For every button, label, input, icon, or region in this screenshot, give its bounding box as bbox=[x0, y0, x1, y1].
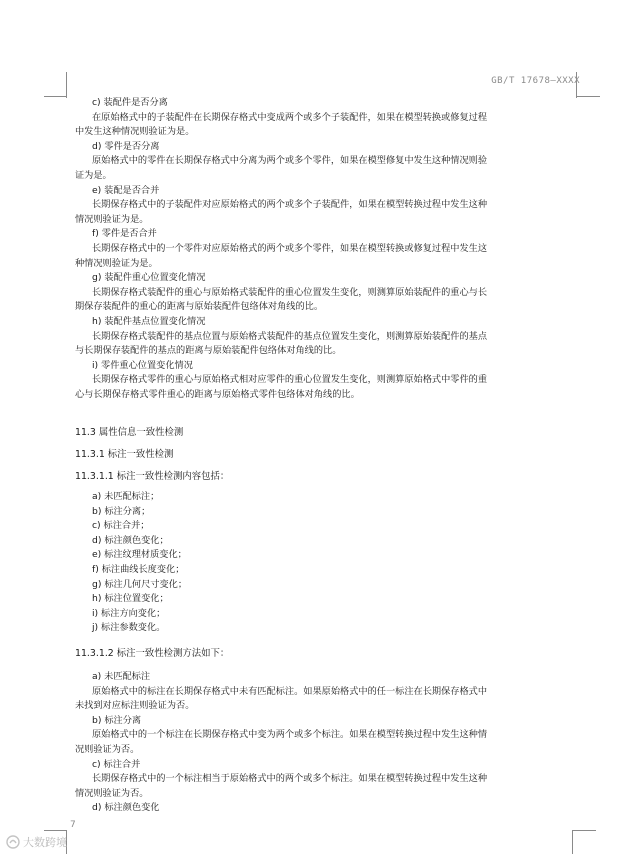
body-text-line: 原始格式中的零件在长期保存格式中分离为两个或多个零件，如果在模型修复中发生这种情况则验 bbox=[92, 155, 488, 167]
body-text-line: 种情况则验证为是。 bbox=[75, 257, 158, 269]
body-text-line: h) 装配件基点位置变化情况 bbox=[92, 316, 206, 327]
body-text-line: 长期保存格式中的一个零件对应原始格式的两个或多个零件，如果在模型转换或修复过程中发生这 bbox=[92, 243, 488, 254]
body-text-line: g) 装配件重心位置变化情况 bbox=[92, 272, 206, 284]
method-text-line: c) 标注合并 bbox=[92, 758, 141, 770]
section-heading-11-3-1: 11.3.1 标注一致性检测 bbox=[75, 449, 174, 460]
body-text-line: 心与长期保存格式零件重心的距离与原始格式零件包络体对角线的比。 bbox=[75, 389, 360, 400]
watermark-logo-icon bbox=[6, 835, 20, 849]
crop-mark-top-right-h bbox=[576, 96, 600, 97]
method-text-line: 长期保存格式中的一个标注相当于原始格式中的两个或多个标注。如果在模型转换过程中发生这种 bbox=[92, 773, 488, 785]
list-item: g) 标注几何尺寸变化； bbox=[92, 578, 188, 590]
list-item: d) 标注颜色变化； bbox=[92, 534, 169, 546]
method-text-line: 情况则验证为否。 bbox=[75, 787, 149, 799]
method-text-line: d) 标注颜色变化 bbox=[92, 802, 160, 814]
crop-mark-top-left-h bbox=[44, 96, 67, 97]
body-text-line: 长期保存格式零件的重心与原始格式相对应零件的重心位置发生变化，则测算原始格式中零件的重 bbox=[92, 374, 488, 386]
crop-mark-bottom-right-h bbox=[572, 830, 596, 831]
body-text-line: 与长期保存装配件的基点的距离与原始装配件包络体对角线的比。 bbox=[75, 345, 342, 357]
body-text-line: d) 零件是否分离 bbox=[92, 140, 160, 152]
method-text-line: b) 标注分离 bbox=[92, 714, 142, 726]
body-text-line: c) 装配件是否分离 bbox=[92, 97, 168, 108]
list-item: a) 未匹配标注； bbox=[92, 491, 160, 502]
body-text-line: 中发生这种情况则验证为是。 bbox=[75, 126, 195, 138]
list-item: e) 标注纹理材质变化； bbox=[92, 549, 187, 561]
section-heading-11-3: 11.3 属性信息一致性检测 bbox=[75, 427, 184, 438]
method-text-line: 原始格式中的一个标注在长期保存格式中变为两个或多个标注。如果在模型转换过程中发生这种情 bbox=[92, 729, 488, 741]
method-text-line: 况则验证为否。 bbox=[75, 744, 140, 755]
body-text-line: i) 零件重心位置变化情况 bbox=[92, 359, 193, 371]
list-item: f) 标注曲线长度变化； bbox=[92, 564, 185, 575]
watermark bbox=[6, 834, 67, 850]
method-text-line: 未找到对应标注则验证为否。 bbox=[75, 700, 195, 712]
body-text-line: 证为是。 bbox=[75, 170, 112, 181]
body-text-line: 长期保存格式中的子装配件对应原始格式的两个或多个子装配件，如果在模型转换过程中发生这种 bbox=[92, 199, 488, 211]
crop-mark-bottom-right bbox=[572, 830, 573, 854]
method-text-line: a) 未匹配标注 bbox=[92, 671, 151, 682]
list-item: b) 标注分离； bbox=[92, 505, 151, 517]
watermark-text: 大数跨境 bbox=[23, 836, 67, 849]
page-number: 7 bbox=[70, 820, 76, 830]
crop-mark-top-left bbox=[66, 72, 67, 98]
body-text-line: 情况则验证为是。 bbox=[75, 213, 149, 225]
section-heading-11-3-1-1: 11.3.1.1 标注一致性检测内容包括： bbox=[75, 471, 230, 482]
list-item: h) 标注位置变化； bbox=[92, 593, 169, 605]
body-text-line: 长期保存格式装配件的重心与原始格式装配件的重心位置发生变化，则测算原始装配件的重心与长 bbox=[92, 286, 488, 298]
document-code: GB/T 17678—XXXX bbox=[491, 76, 580, 86]
body-text-line: 长期保存格式装配件的基点位置与原始格式装配件的基点位置发生变化，则测算原始装配件的基点 bbox=[92, 330, 488, 342]
list-item: j) 标注参数变化。 bbox=[92, 622, 166, 634]
body-text-line: f) 零件是否合并 bbox=[92, 228, 157, 240]
body-text-line: e) 装配是否合并 bbox=[92, 184, 160, 196]
method-text-line: 原始格式中的标注在长期保存格式中未有匹配标注。如果原始格式中的任一标注在长期保存格式中 bbox=[92, 685, 488, 697]
crop-mark-bottom-left-h bbox=[44, 830, 67, 831]
body-text-line: 期保存装配件的重心的距离与原始装配件包络体对角线的比。 bbox=[75, 301, 324, 313]
list-item: c) 标注合并； bbox=[92, 520, 150, 532]
body-text-line: 在原始格式中的子装配件在长期保存格式中变成两个或多个子装配件，如果在模型转换或修复过程 bbox=[92, 111, 488, 123]
section-heading-11-3-1-2: 11.3.1.2 标注一致性检测方法如下： bbox=[75, 648, 230, 659]
list-item: i) 标注方向变化； bbox=[92, 607, 166, 619]
